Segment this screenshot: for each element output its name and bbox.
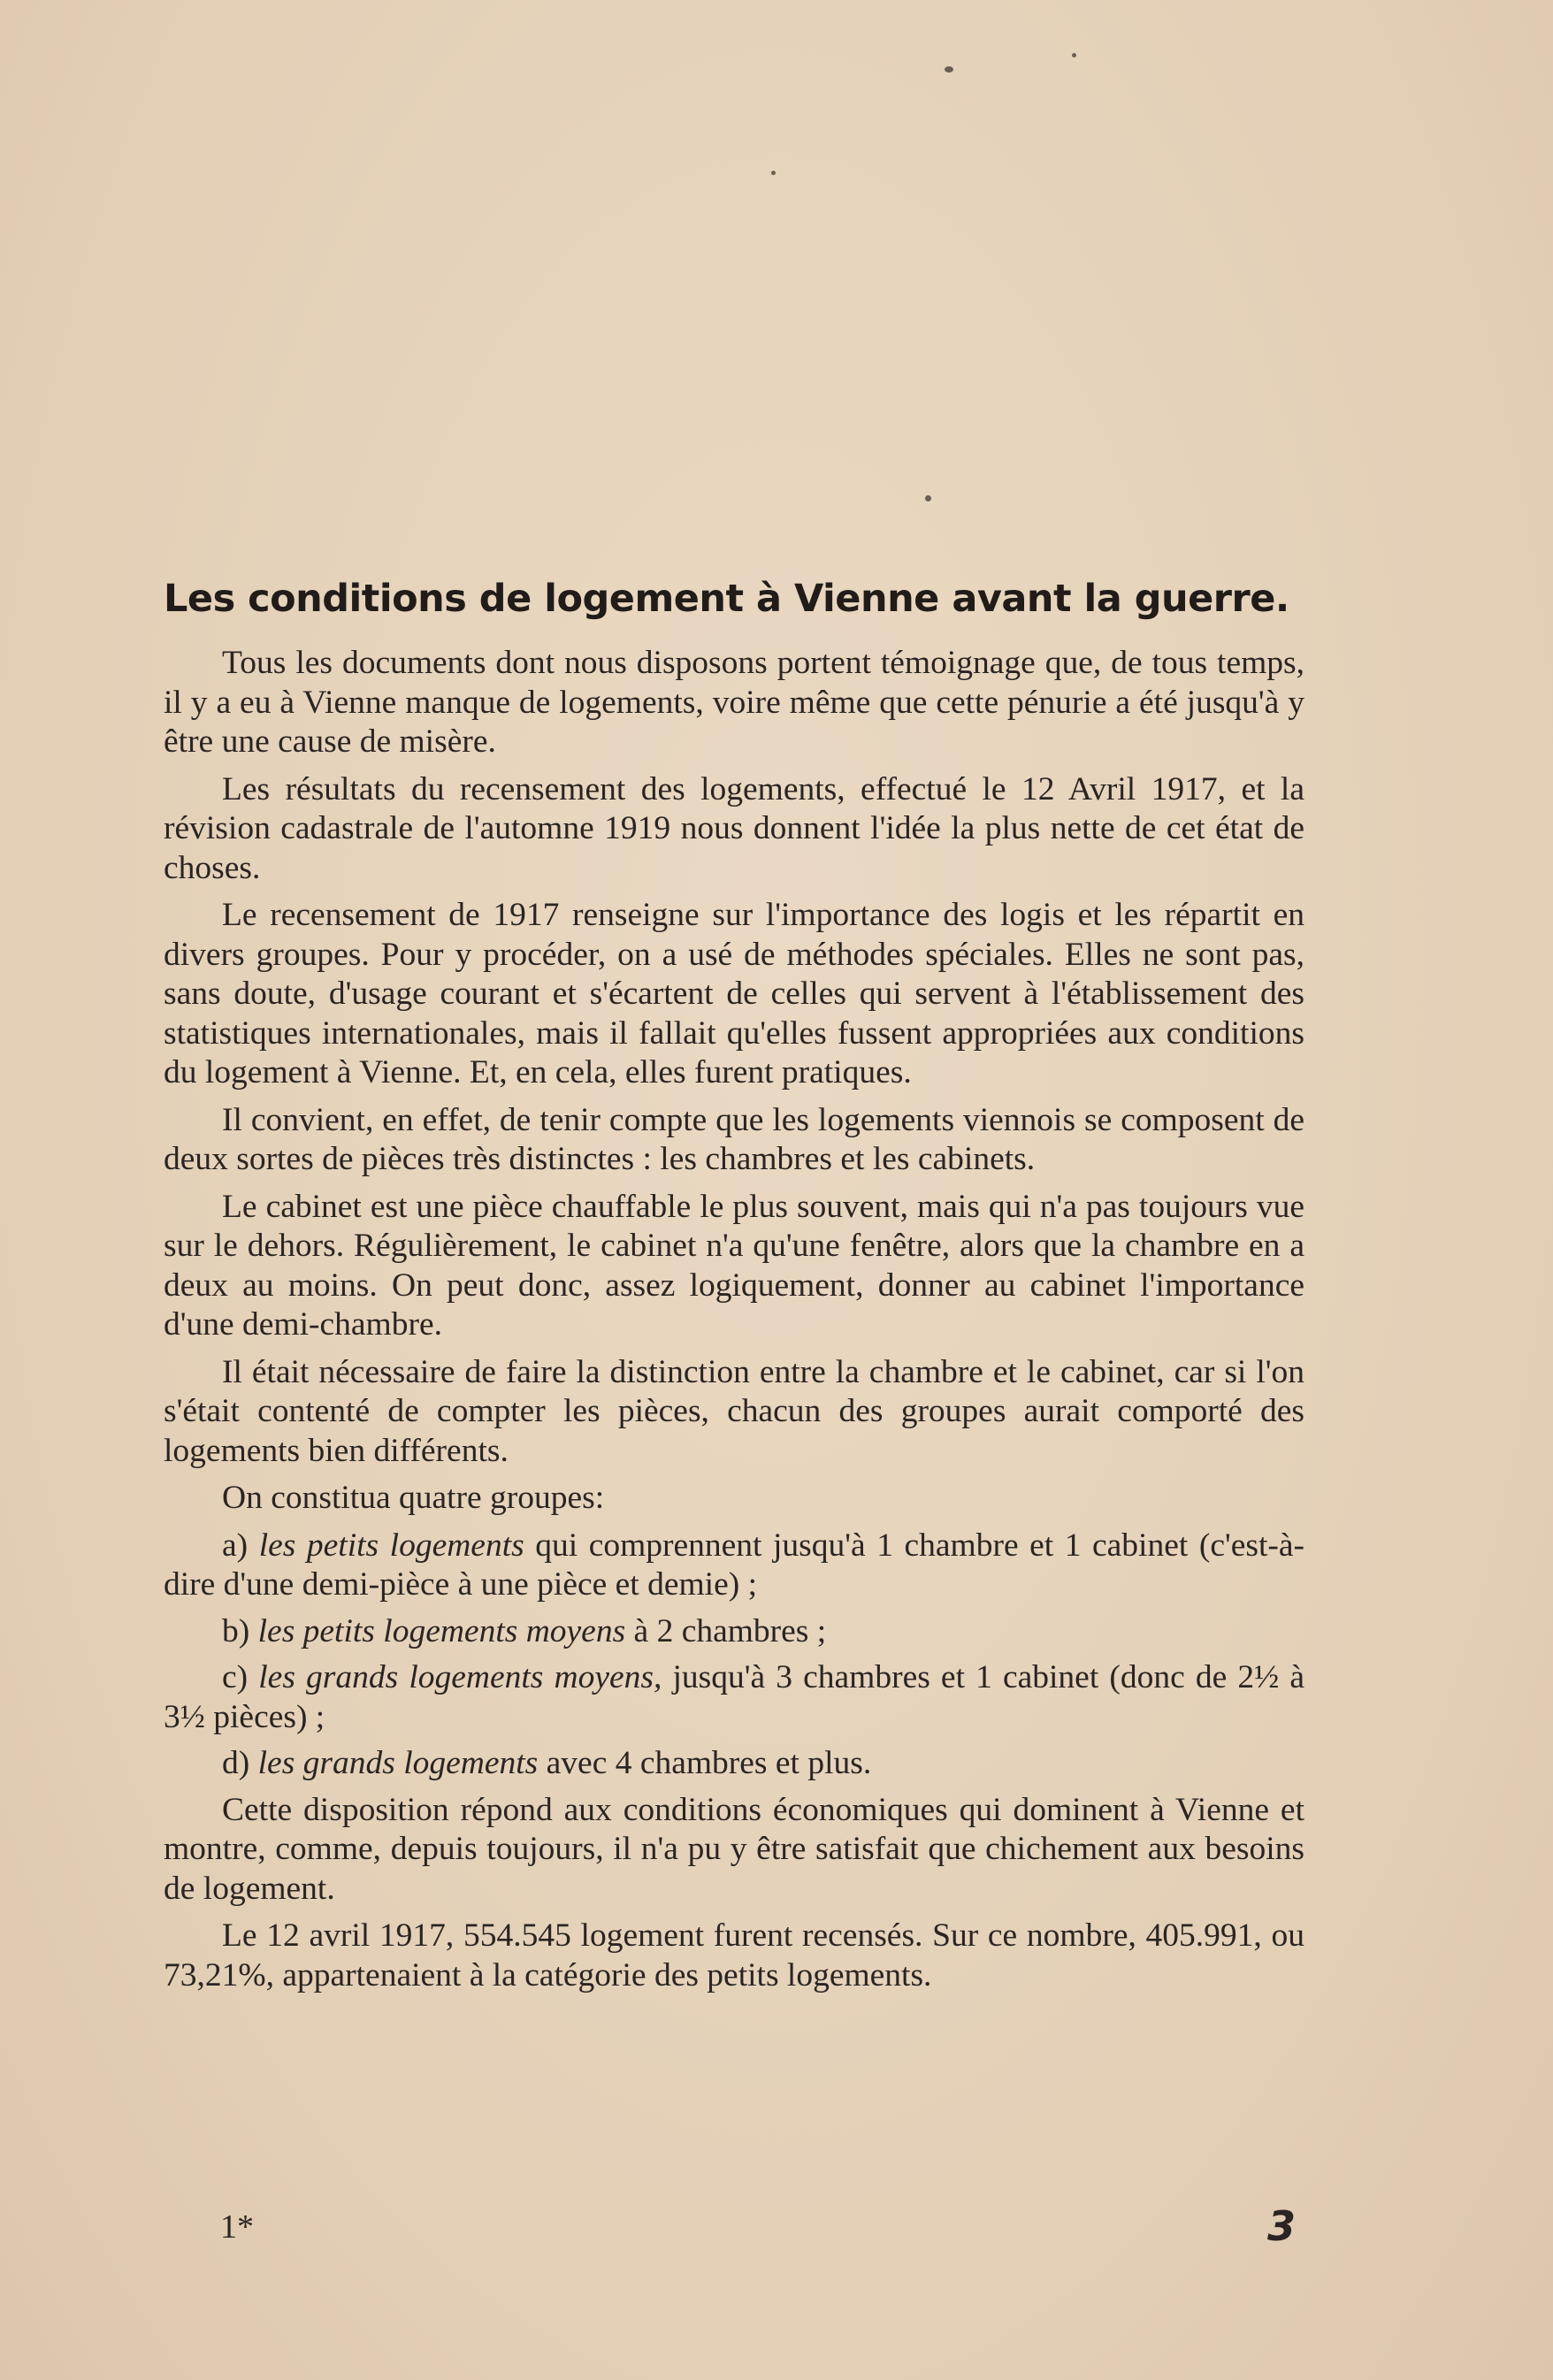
list-marker: b) xyxy=(222,1612,250,1649)
list-term: les petits logements xyxy=(258,1527,524,1564)
signature-mark: 1* xyxy=(220,2208,254,2246)
paragraph: Le recensement de 1917 renseigne sur l'importance des logis et les répartit en divers groupes. Pour y procéder, on a usé de méthodes spéciales. Elles ne sont pas, sans doute, d'usage courant et s'écartent de celles qui servent à l'établissement des statistiques internationales, mais il fallait qu'elles fussent appropriées aux conditions du logement à Vienne. Et, en cela, elles furent pratiques. xyxy=(164,897,1304,1091)
paragraph: Le 12 avril 1917, 554.545 logement furent recensés. Sur ce nombre, 405.991, ou 73,21%, appartenaient à la catégorie des petits logements. xyxy=(164,1917,1304,1994)
list-term: les grands logements xyxy=(257,1745,539,1781)
list-text: avec 4 chambres et plus. xyxy=(538,1745,872,1781)
list-text: qui comprennent jusqu'à 1 chambre et 1 cabinet (c'est-à-dire d'une demi-pièce à une pièce et demie) ; xyxy=(164,1527,1304,1603)
section-heading: Les conditions de logement à Vienne avant la guerre. xyxy=(164,577,1289,621)
body-text xyxy=(164,644,1304,2003)
paragraph: Cette disposition répond aux conditions économiques qui dominent à Vienne et montre, comme, depuis toujours, il n'a pu y être satisfait que chichement aux besoins de logement. xyxy=(164,1791,1304,1907)
list-marker: a) xyxy=(222,1527,249,1564)
paragraph: Le cabinet est une pièce chauffable le plus souvent, mais qui n'a pas toujours vue sur le dehors. Régulièrement, le cabinet n'a qu'une fenêtre, alors que la chambre en a deux au moins. On peut donc, assez logiquement, donner au cabinet l'importance d'une demi-chambre. xyxy=(164,1188,1304,1343)
page-number: 3 xyxy=(1266,2202,1296,2250)
list-item-d xyxy=(164,1744,1304,1784)
list-marker: c) xyxy=(222,1659,249,1695)
list-text: à 2 chambres ; xyxy=(625,1612,827,1649)
list-item-b xyxy=(164,1612,1304,1652)
paragraph: Il convient, en effet, de tenir compte que les logements viennois se composent de deux sortes de pièces très distinctes : les chambres et les cabinets. xyxy=(164,1101,1304,1177)
list-term: les petits logements moyens xyxy=(257,1612,626,1649)
paragraph: On constitua quatre groupes: xyxy=(222,1480,605,1516)
list-item-a xyxy=(164,1527,1304,1605)
document-page xyxy=(164,0,1304,2380)
list-term: les grands logements moyens, xyxy=(258,1659,662,1695)
paragraph: Tous les documents dont nous disposons portent témoignage que, de tous temps, il y a eu à Vienne manque de logements, voire même que cette pénurie a été jusqu'à y être une cause de misère. xyxy=(164,645,1304,760)
list-marker: d) xyxy=(222,1745,250,1781)
paragraph: Il était nécessaire de faire la distinction entre la chambre et le cabinet, car si l'on s'était contenté de compter les pièces, chacun des groupes aurait comporté des logements bien différents. xyxy=(164,1353,1304,1469)
list-item-c xyxy=(164,1658,1304,1737)
paragraph: Les résultats du recensement des logements, effectué le 12 Avril 1917, et la révision cadastrale de l'automne 1919 nous donnent l'idée la plus nette de cet état de choses. xyxy=(164,770,1304,886)
list-text: jusqu'à 3 chambres et 1 cabinet (donc de 2½ à 3½ pièces) ; xyxy=(164,1659,1305,1735)
